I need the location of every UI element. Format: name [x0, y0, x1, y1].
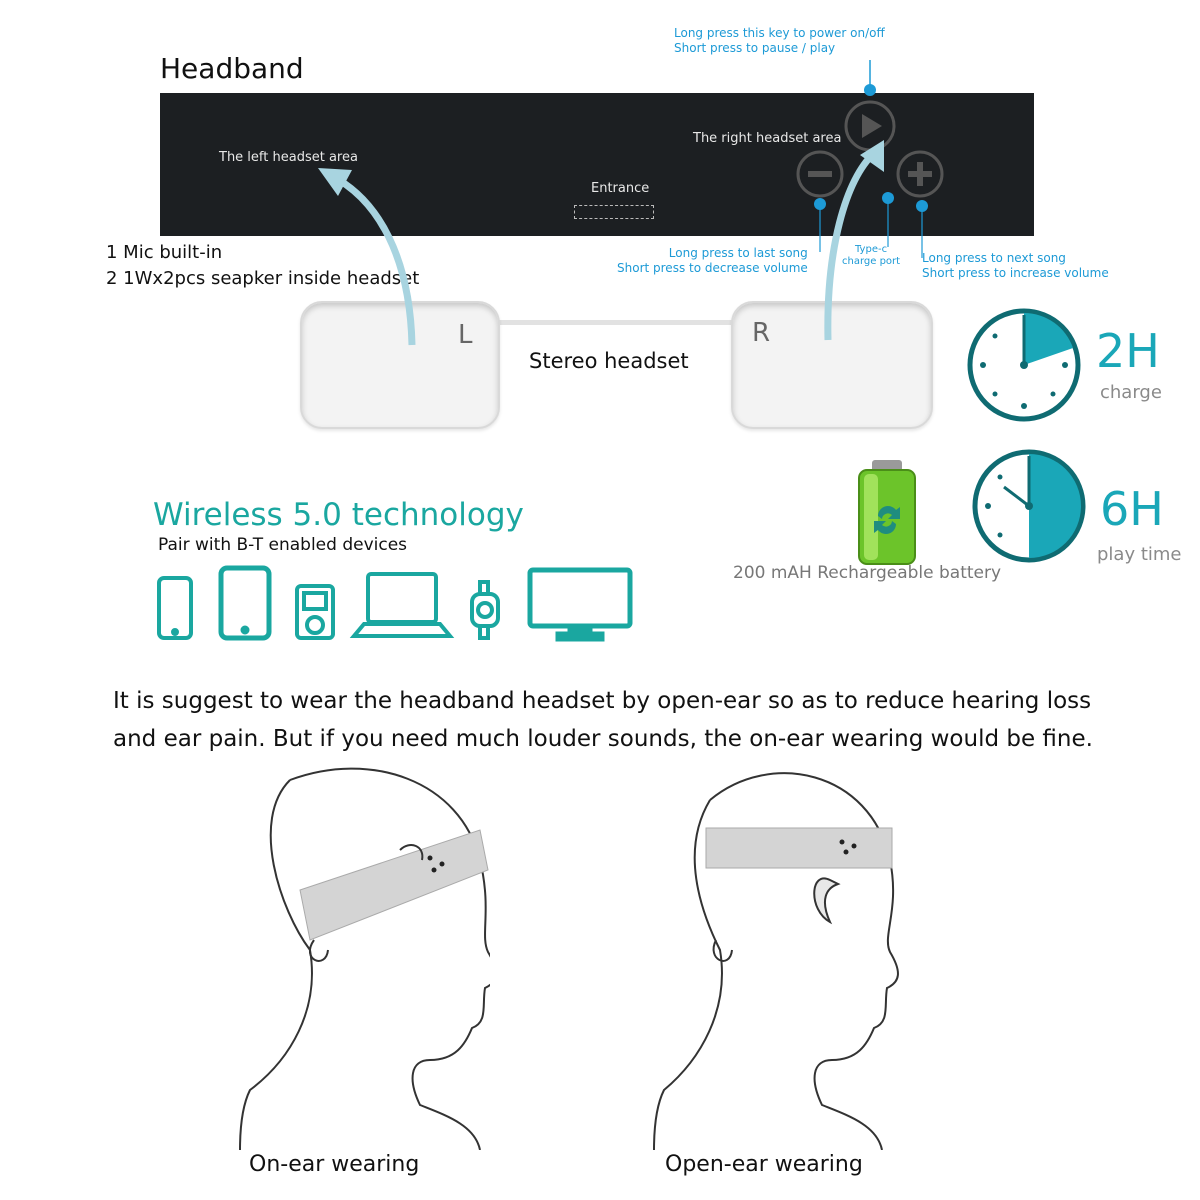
smartwatch-icon: [472, 582, 498, 638]
playtime-label: play time: [1097, 544, 1182, 565]
wireless-title: Wireless 5.0 technology: [153, 497, 524, 533]
minus-callout-line2: Short press to decrease volume: [617, 261, 808, 275]
advice-paragraph: It is suggest to wear the headband headset by open-ear so as to reduce hearing loss and ear pain. But if you need much louder sounds, the on-ear wearing would be fine.: [113, 688, 1093, 752]
on-ear-caption: On-ear wearing: [249, 1152, 420, 1177]
spec-speaker: 2 1Wx2pcs seapker inside headset: [106, 268, 420, 289]
wireless-subtitle: Pair with B-T enabled devices: [158, 535, 408, 555]
plus-callout-line2: Short press to increase volume: [922, 266, 1109, 280]
playtime-clock-icon: [970, 447, 1088, 565]
spec-mic: 1 Mic built-in: [106, 242, 223, 263]
playtime-hours: 6H: [1100, 482, 1164, 536]
minus-callout-line1: Long press to last song: [668, 246, 808, 260]
headband-title: Headband: [160, 52, 304, 85]
phone-icon: [159, 578, 191, 638]
device-icons: [150, 562, 640, 646]
monitor-icon: [530, 570, 630, 639]
charge-hours: 2H: [1096, 324, 1160, 378]
charge-clock-icon: [965, 306, 1083, 424]
typec-callout-line2: charge port: [842, 256, 901, 267]
power-callout-line2: Short press to pause / play: [674, 41, 836, 55]
open-ear-illustration: [650, 760, 910, 1150]
open-ear-caption: Open-ear wearing: [665, 1152, 863, 1177]
left-headset-area-label: The left headset area: [219, 150, 358, 165]
left-pad-letter: L: [458, 320, 473, 350]
battery-label: 200 mAH Rechargeable battery: [733, 563, 1002, 583]
music-player-icon: [297, 586, 333, 638]
entrance-label: Entrance: [591, 181, 650, 196]
right-headset-area-label: The right headset area: [693, 131, 842, 146]
on-ear-illustration: [230, 760, 490, 1150]
stereo-headset-label: Stereo headset: [529, 349, 689, 373]
tablet-icon: [221, 568, 269, 638]
typec-callout-line1: Type-c: [855, 244, 888, 255]
right-pad-letter: R: [752, 318, 771, 348]
power-callout-line1: Long press this key to power on/off: [674, 26, 885, 40]
battery-icon: [856, 458, 918, 568]
charge-label: charge: [1100, 382, 1162, 403]
plus-callout-line1: Long press to next song: [922, 251, 1066, 265]
laptop-icon: [354, 574, 450, 636]
